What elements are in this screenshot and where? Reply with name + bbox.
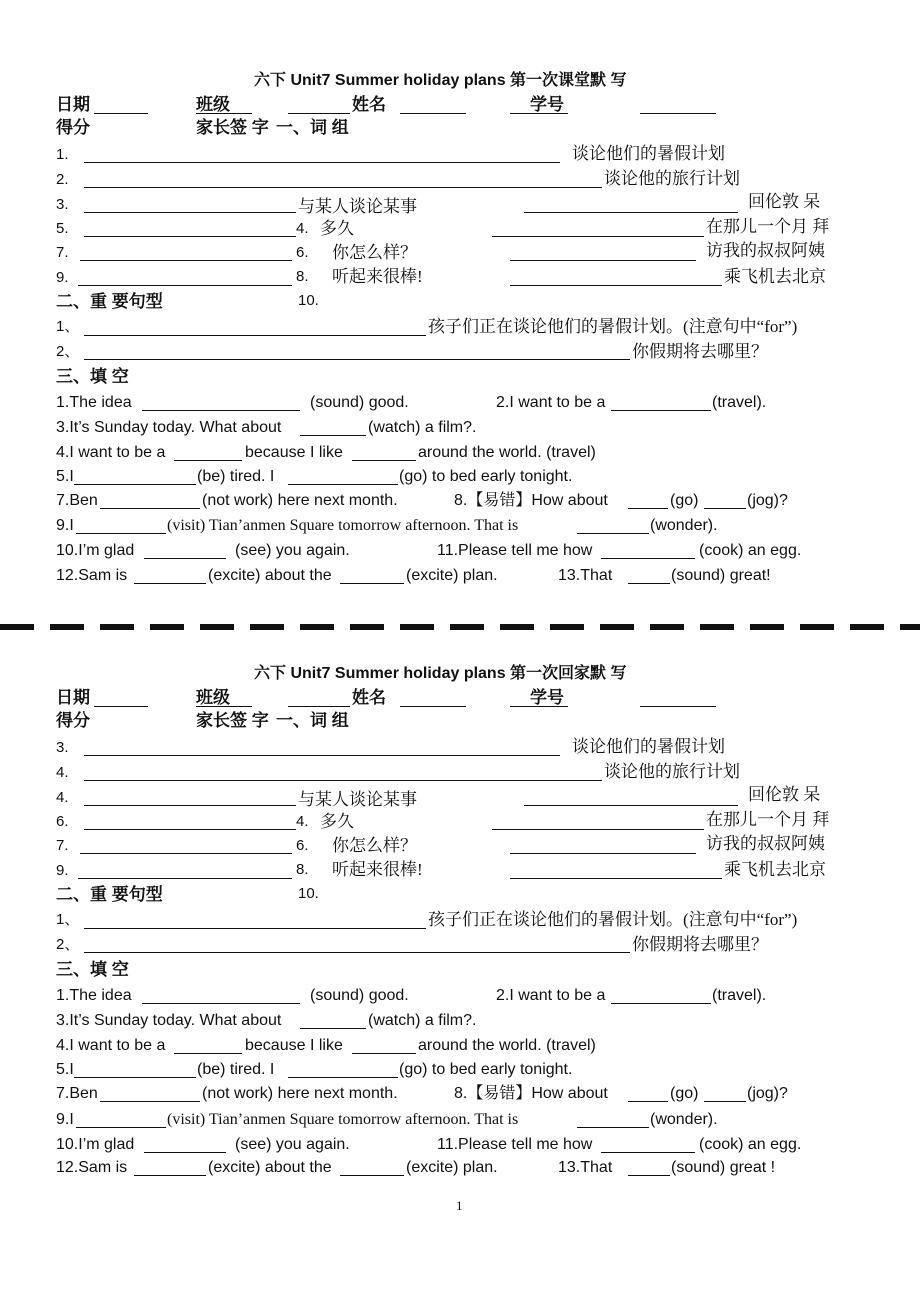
phrase-blank[interactable]	[84, 829, 296, 830]
phrase-blank[interactable]	[84, 187, 602, 188]
fill-text: around the world. (travel)	[418, 444, 596, 461]
fill-blank[interactable]	[142, 1003, 300, 1004]
phrase-number: 4.	[56, 764, 69, 781]
phrase-blank[interactable]	[78, 285, 292, 286]
fill-blank[interactable]	[288, 484, 398, 485]
fill-text: 9.I	[56, 1111, 74, 1128]
fill-text: around the world. (travel)	[418, 1037, 596, 1054]
phrase-number: 3.	[56, 739, 69, 756]
phrase-prompt: 谈论他的旅行计划	[604, 169, 740, 188]
phrase-blank[interactable]	[510, 878, 722, 879]
sentence-number: 1、	[56, 318, 80, 335]
fill-text: (sound) great!	[671, 567, 771, 584]
fill-blank[interactable]	[174, 460, 242, 461]
fill-blank[interactable]	[300, 435, 366, 436]
phrase-prompt: 在那儿一个月 拜	[706, 217, 830, 236]
sentence-number: 1、	[56, 911, 80, 928]
part1-heading: 一、词 组	[276, 118, 349, 137]
phrase-blank[interactable]	[524, 805, 738, 806]
fill-text: 11.Please tell me how	[437, 1136, 593, 1153]
name-blank[interactable]	[400, 706, 466, 707]
fill-text: 3.It’s Sunday today. What about	[56, 419, 282, 436]
fill-text: (go)	[670, 492, 699, 509]
fill-text: (go) to bed early tonight.	[399, 468, 573, 485]
date-blank[interactable]	[94, 113, 148, 114]
phrase-prompt: 乘飞机去北京	[724, 267, 826, 286]
fill-text: 13.That	[558, 567, 613, 584]
phrase-number: 6.	[56, 813, 69, 830]
fill-text: (cook) an egg.	[699, 542, 802, 559]
part1-heading: 一、词 组	[276, 711, 349, 730]
fill-text: (see) you again.	[235, 1136, 350, 1153]
name-blank[interactable]	[400, 113, 466, 114]
phrase-prompt: 访我的叔叔阿姨	[706, 834, 825, 853]
phrase-number: 6.	[296, 244, 309, 261]
fill-text: (see) you again.	[235, 542, 350, 559]
phrase-prompt: 多久	[320, 812, 354, 831]
fill-blank[interactable]	[611, 1003, 711, 1004]
fill-text: (go) to bed early tonight.	[399, 1061, 573, 1078]
cut-line-divider	[0, 624, 920, 630]
student-no-blank[interactable]	[640, 113, 716, 114]
phrase-number: 6.	[296, 837, 309, 854]
fill-blank[interactable]	[611, 410, 711, 411]
class-blank-underline	[196, 113, 252, 114]
fill-text: 11.Please tell me how	[437, 542, 593, 559]
fill-text: (wonder).	[650, 517, 718, 534]
fill-text: because I like	[245, 444, 343, 461]
date-label: 日期	[56, 688, 90, 707]
student-no-label: 学号	[530, 95, 564, 114]
fill-blank[interactable]	[144, 1152, 226, 1153]
worksheet-title: 六下 Unit7 Summer holiday plans 第一次回家默 写	[254, 665, 627, 682]
fill-text: because I like	[245, 1037, 343, 1054]
phrase-prompt: 你怎么样？	[332, 836, 417, 855]
phrase-blank[interactable]	[84, 755, 560, 756]
name-label: 姓名	[352, 688, 386, 707]
fill-blank[interactable]	[601, 1152, 695, 1153]
phrase-prompt: 与某人谈论某事	[298, 790, 417, 809]
fill-text: (travel).	[712, 394, 767, 411]
fill-blank[interactable]	[628, 508, 668, 509]
sentence-blank[interactable]	[84, 335, 426, 336]
fill-text: (sound) good.	[310, 394, 409, 411]
fill-blank[interactable]	[352, 460, 416, 461]
sentence-prompt: 孩子们正在谈论他们的暑假计划。(注意句中“for”)	[428, 910, 798, 929]
fill-text: (go)	[670, 1085, 699, 1102]
class-blank[interactable]	[288, 113, 350, 114]
fill-blank[interactable]	[76, 1127, 166, 1128]
phrase-prompt: 在那儿一个月 拜	[706, 810, 830, 829]
fill-blank[interactable]	[134, 583, 206, 584]
fill-text: 7.Ben	[56, 1085, 98, 1102]
phrase-prompt: 听起来很棒!	[332, 860, 423, 879]
fill-text: (excite) plan.	[406, 567, 498, 584]
phrase-blank[interactable]	[492, 236, 704, 237]
phrase-prompt: 访我的叔叔阿姨	[706, 241, 825, 260]
date-blank[interactable]	[94, 706, 148, 707]
phrase-blank[interactable]	[80, 853, 292, 854]
class-blank-underline	[196, 706, 252, 707]
fill-blank[interactable]	[628, 1101, 668, 1102]
phrase-blank[interactable]	[524, 212, 738, 213]
phrase-blank[interactable]	[80, 260, 292, 261]
fill-text: 7.Ben	[56, 492, 98, 509]
phrase-blank[interactable]	[84, 162, 560, 163]
fill-text: 4.I want to be a	[56, 444, 166, 461]
fill-text: (not work) here next month.	[202, 1085, 398, 1102]
student-no-underline	[510, 706, 568, 707]
score-label: 得分	[56, 711, 90, 730]
fill-text: (be) tired. I	[197, 468, 275, 485]
phrase-blank[interactable]	[84, 236, 296, 237]
sentence-prompt: 你假期将去哪里？	[632, 935, 768, 954]
phrase-number: 9.	[56, 862, 69, 879]
fill-blank[interactable]	[704, 1101, 746, 1102]
sentence-prompt: 孩子们正在谈论他们的暑假计划。(注意句中“for”)	[428, 317, 798, 336]
fill-blank[interactable]	[100, 508, 200, 509]
phrase-number: 5.	[56, 220, 69, 237]
phrase-blank[interactable]	[84, 212, 296, 213]
phrase-prompt: 多久	[320, 219, 354, 238]
phrase-blank[interactable]	[84, 780, 602, 781]
fill-text: (visit) Tian’anmen Square tomorrow afternoon. That is	[167, 1111, 519, 1128]
fill-text: (watch) a film?.	[368, 1012, 477, 1029]
phrase-number: 10.	[298, 885, 319, 902]
phrase-prompt: 谈论他们的暑假计划	[572, 144, 725, 163]
phrase-number: 7.	[56, 244, 69, 261]
fill-blank[interactable]	[76, 533, 166, 534]
fill-text: (excite) plan.	[406, 1159, 498, 1176]
phrase-number: 2.	[56, 171, 69, 188]
fill-text: 13.That	[558, 1159, 613, 1176]
fill-blank[interactable]	[340, 583, 404, 584]
phrase-blank[interactable]	[84, 805, 296, 806]
phrase-number: 3.	[56, 196, 69, 213]
fill-blank[interactable]	[340, 1175, 404, 1176]
fill-text: 10.I’m glad	[56, 1136, 135, 1153]
phrase-prompt: 回伦敦 呆	[748, 192, 821, 211]
fill-text: 2.I want to be a	[496, 394, 606, 411]
phrase-prompt: 你怎么样？	[332, 243, 417, 262]
fill-blank[interactable]	[74, 484, 196, 485]
phrase-number: 4.	[56, 789, 69, 806]
parent-sign-label: 家长签 字	[196, 711, 269, 730]
phrase-number: 8.	[296, 268, 309, 285]
worksheet-title: 六下 Unit7 Summer holiday plans 第一次课堂默 写	[254, 72, 627, 89]
fill-blank[interactable]	[134, 1175, 206, 1176]
student-no-label: 学号	[530, 688, 564, 707]
fill-text: 5.I	[56, 1061, 74, 1078]
fill-text: (be) tired. I	[197, 1061, 275, 1078]
phrase-prompt: 乘飞机去北京	[724, 860, 826, 879]
fill-text: (sound) great !	[671, 1159, 776, 1176]
phrase-blank[interactable]	[78, 878, 292, 879]
phrase-prompt: 听起来很棒!	[332, 267, 423, 286]
fill-blank[interactable]	[174, 1053, 242, 1054]
fill-blank[interactable]	[288, 1077, 398, 1078]
fill-blank[interactable]	[628, 583, 670, 584]
fill-text: 2.I want to be a	[496, 987, 606, 1004]
fill-text: 1.The idea	[56, 987, 132, 1004]
phrase-blank[interactable]	[510, 853, 696, 854]
fill-text: (jog)?	[747, 492, 788, 509]
score-label: 得分	[56, 118, 90, 137]
phrase-prompt: 谈论他的旅行计划	[604, 762, 740, 781]
fill-text: 8.【易错】How about	[454, 492, 608, 509]
phrase-number: 8.	[296, 861, 309, 878]
sentence-number: 2、	[56, 936, 80, 953]
fill-text: (sound) good.	[310, 987, 409, 1004]
fill-text: (not work) here next month.	[202, 492, 398, 509]
fill-blank[interactable]	[577, 533, 649, 534]
student-no-blank[interactable]	[640, 706, 716, 707]
fill-blank[interactable]	[628, 1175, 670, 1176]
phrase-prompt: 与某人谈论某事	[298, 197, 417, 216]
fill-text: 12.Sam is	[56, 567, 128, 584]
phrase-blank[interactable]	[510, 285, 722, 286]
part3-heading: 三、填 空	[56, 367, 129, 386]
fill-text: (jog)?	[747, 1085, 788, 1102]
phrase-prompt: 谈论他们的暑假计划	[572, 737, 725, 756]
phrase-blank[interactable]	[510, 260, 696, 261]
fill-blank[interactable]	[100, 1101, 200, 1102]
page-number: 1	[456, 1198, 463, 1213]
part2-heading: 二、重 要句型	[56, 292, 163, 311]
phrase-number: 1.	[56, 146, 69, 163]
student-no-underline	[510, 113, 568, 114]
fill-blank[interactable]	[74, 1077, 196, 1078]
fill-blank[interactable]	[577, 1127, 649, 1128]
class-label: 班级	[196, 95, 230, 114]
part3-heading: 三、填 空	[56, 960, 129, 979]
fill-text: (visit) Tian’anmen Square tomorrow afternoon. That is	[167, 517, 519, 534]
fill-blank[interactable]	[352, 1053, 416, 1054]
fill-text: (cook) an egg.	[699, 1136, 802, 1153]
fill-text: (travel).	[712, 987, 767, 1004]
fill-text: 8.【易错】How about	[454, 1085, 608, 1102]
part2-heading: 二、重 要句型	[56, 885, 163, 904]
fill-text: 1.The idea	[56, 394, 132, 411]
date-label: 日期	[56, 95, 90, 114]
sentence-number: 2、	[56, 343, 80, 360]
fill-blank[interactable]	[142, 410, 300, 411]
fill-text: 10.I’m glad	[56, 542, 135, 559]
fill-text: 9.I	[56, 517, 74, 534]
phrase-prompt: 回伦敦 呆	[748, 785, 821, 804]
parent-sign-label: 家长签 字	[196, 118, 269, 137]
fill-text: 4.I want to be a	[56, 1037, 166, 1054]
fill-text: 5.I	[56, 468, 74, 485]
sentence-prompt: 你假期将去哪里？	[632, 342, 768, 361]
fill-blank[interactable]	[601, 558, 695, 559]
fill-blank[interactable]	[144, 558, 226, 559]
fill-text: (excite) about the	[208, 567, 332, 584]
phrase-blank[interactable]	[492, 829, 704, 830]
class-blank[interactable]	[288, 706, 350, 707]
fill-text: 3.It’s Sunday today. What about	[56, 1012, 282, 1029]
phrase-number: 4.	[296, 220, 309, 237]
sentence-blank[interactable]	[84, 359, 630, 360]
fill-blank[interactable]	[704, 508, 746, 509]
phrase-number: 4.	[296, 813, 309, 830]
fill-text: 12.Sam is	[56, 1159, 128, 1176]
name-label: 姓名	[352, 95, 386, 114]
phrase-number: 10.	[298, 292, 319, 309]
fill-text: (wonder).	[650, 1111, 718, 1128]
sentence-blank[interactable]	[84, 952, 630, 953]
fill-text: (excite) about the	[208, 1159, 332, 1176]
fill-text: (watch) a film?.	[368, 419, 477, 436]
fill-blank[interactable]	[300, 1028, 366, 1029]
phrase-number: 7.	[56, 837, 69, 854]
sentence-blank[interactable]	[84, 928, 426, 929]
class-label: 班级	[196, 688, 230, 707]
phrase-number: 9.	[56, 269, 69, 286]
